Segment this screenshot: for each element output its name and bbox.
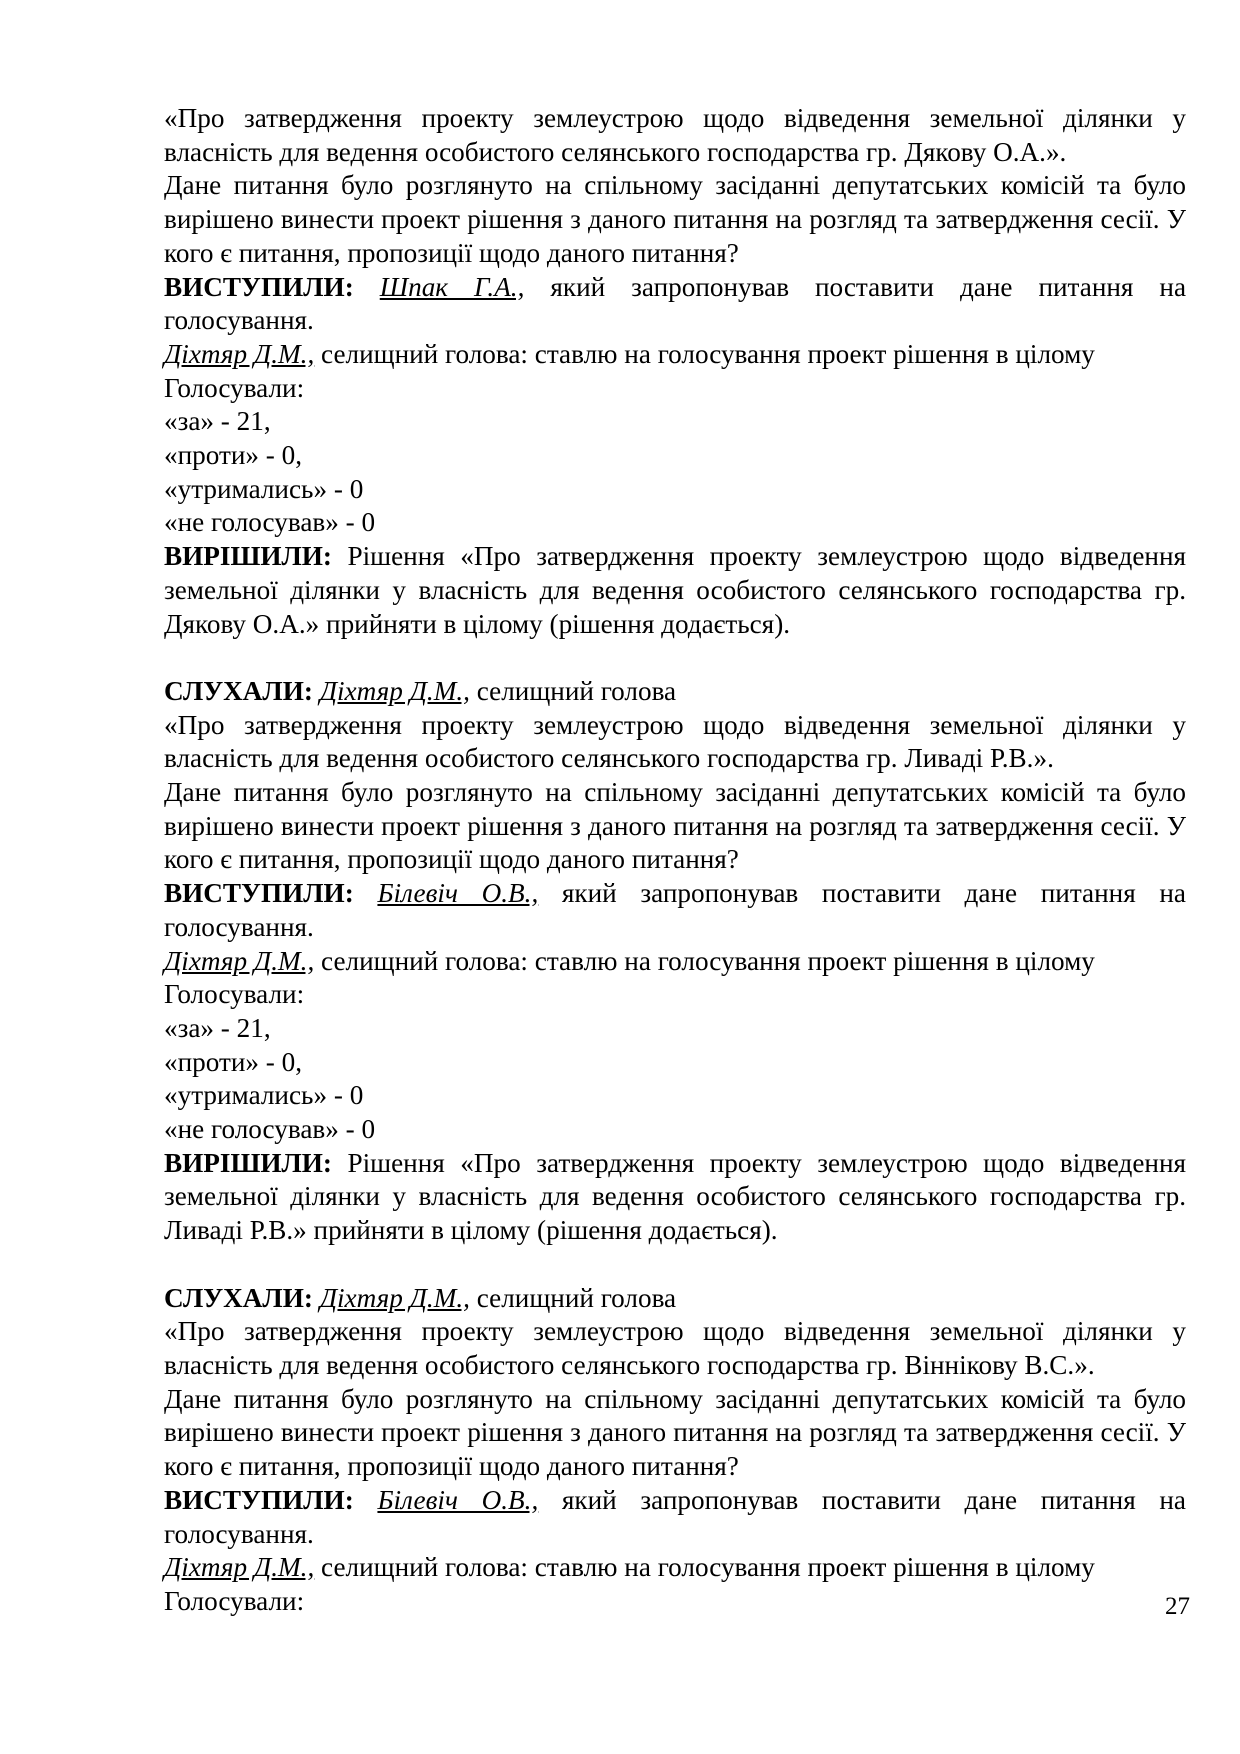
- chair-text: селищний голова: ставлю на голосування проект рішення в цілому: [321, 338, 1095, 369]
- document-page: [164, 102, 1186, 1619]
- speaker-name: Шпак Г.А.,: [379, 271, 525, 302]
- decided-text: Рішення «Про затвердження проекту землеустрою щодо відведення земельної ділянки у власність для ведення особистого селянського господарства гр. Дякову О.А.» прийняти в цілому (рішення додається).: [164, 541, 1187, 639]
- chair-text: селищний голова: ставлю на голосування проект рішення в цілому: [321, 945, 1095, 976]
- heard-label: СЛУХАЛИ:: [164, 675, 313, 706]
- voted-label: Голосували:: [164, 372, 305, 403]
- heard-name: Діхтяр Д.М.,: [319, 1282, 470, 1313]
- discussion-text: Дане питання було розглянуто на спільному засіданні депутатських комісій та було вирішено винести проект рішення з даного питання на розгляд та затвердження сесії. У кого є питання, пропозиції щодо даного питання?: [164, 170, 1186, 268]
- spoke-label: ВИСТУПИЛИ:: [164, 271, 354, 302]
- chair-paragraph: [164, 1551, 1186, 1585]
- heard-name: Діхтяр Д.М.,: [319, 675, 470, 706]
- voted-label: Голосували:: [164, 979, 305, 1010]
- heard-role: селищний голова: [476, 1282, 677, 1313]
- chair-name: Діхтяр Д.М.,: [164, 945, 315, 976]
- decided-paragraph: [164, 540, 1186, 641]
- vote-abstain: «утримались» - 0: [164, 1080, 364, 1111]
- chair-name: Діхтяр Д.М.,: [164, 1552, 315, 1583]
- decided-label: ВИРІШИЛИ:: [164, 541, 332, 572]
- vote-against: «проти» - 0,: [164, 440, 303, 471]
- vote-none: «не голосував» - 0: [164, 507, 376, 538]
- vote-against: «проти» - 0,: [164, 1046, 303, 1077]
- decided-text: Рішення «Про затвердження проекту землеустрою щодо відведення земельної ділянки у власність для ведення особистого селянського господарства гр. Ливаді Р.В.» прийняти в цілому (рішення додається).: [164, 1147, 1187, 1246]
- speaker-name: Білевіч О.В.,: [377, 1484, 539, 1515]
- spoke-paragraph: [164, 1484, 1186, 1551]
- speaker-name: Білевіч О.В.,: [377, 878, 539, 909]
- spoke-label: ВИСТУПИЛИ:: [164, 1484, 354, 1515]
- spoke-label: ВИСТУПИЛИ:: [164, 878, 354, 909]
- voted-label: Голосували:: [164, 1585, 305, 1616]
- chair-name: Діхтяр Д.М.,: [164, 338, 315, 369]
- question-title: «Про затвердження проекту землеустрою щодо відведення земельної ділянки у власність для ведення особистого селянського господарства гр. Віннікову В.С.».: [164, 1316, 1186, 1380]
- page-number: 27: [1165, 1593, 1190, 1620]
- decided-label: ВИРІШИЛИ:: [164, 1147, 332, 1178]
- decided-paragraph: [164, 1147, 1186, 1248]
- paragraph-gap: [164, 641, 1186, 675]
- spoke-text: який запропонував поставити дане питання на голосування.: [164, 878, 1187, 942]
- vote-abstain: «утримались» - 0: [164, 473, 364, 504]
- chair-text: селищний голова: ставлю на голосування проект рішення в цілому: [321, 1552, 1095, 1583]
- vote-none: «не голосував» - 0: [164, 1114, 376, 1145]
- paragraph-gap: [164, 1248, 1186, 1282]
- discussion-text: Дане питання було розглянуто на спільному засіданні депутатських комісій та було вирішено винести проект рішення з даного питання на розгляд та затвердження сесії. У кого є питання, пропозиції щодо даного питання?: [164, 777, 1186, 875]
- heard-paragraph: [164, 675, 1186, 709]
- heard-role: селищний голова: [476, 675, 677, 706]
- heard-paragraph: [164, 1282, 1186, 1316]
- spoke-text: який запропонував поставити дане питання на голосування.: [164, 1484, 1187, 1549]
- discussion-text: Дане питання було розглянуто на спільному засіданні депутатських комісій та було вирішено винести проект рішення з даного питання на розгляд та затвердження сесії. У кого є питання, пропозиції щодо даного питання?: [164, 1383, 1186, 1482]
- question-title: «Про затвердження проекту землеустрою щодо відведення земельної ділянки у власність для ведення особистого селянського господарства гр. Ливаді Р.В.».: [164, 709, 1186, 774]
- chair-paragraph: [164, 338, 1186, 372]
- heard-label: СЛУХАЛИ:: [164, 1282, 313, 1313]
- vote-for: «за» - 21,: [164, 406, 271, 437]
- question-title: «Про затвердження проекту землеустрою щодо відведення земельної ділянки у власність для ведення особистого селянського господарства гр. Дякову О.А.».: [164, 103, 1186, 167]
- spoke-text: який запропонував поставити дане питання на голосування.: [164, 271, 1187, 336]
- spoke-paragraph: [164, 271, 1186, 338]
- spoke-paragraph: [164, 877, 1186, 944]
- chair-paragraph: [164, 945, 1186, 979]
- vote-for: «за» - 21,: [164, 1012, 271, 1043]
